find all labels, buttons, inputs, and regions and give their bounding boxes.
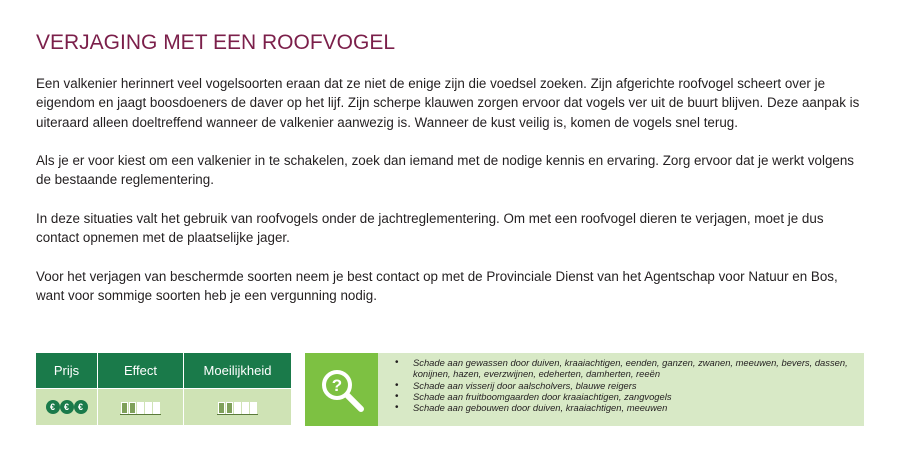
price-coins xyxy=(47,401,87,413)
difficulty-bar xyxy=(218,402,225,414)
svg-text:?: ? xyxy=(331,375,342,395)
effect-bar xyxy=(153,402,160,414)
info-box xyxy=(305,353,864,426)
effect-bar xyxy=(121,402,128,414)
list-item: • Schade aan gebouwen door duiven, kraaiachtigen, meeuwen xyxy=(413,402,873,413)
effect-bar xyxy=(137,402,144,414)
paragraph: Een valkenier herinnert veel vogelsoorten eraan dat ze niet de enige zijn die voedsel zoeken. Zijn afgerichte roofvogel scheert over je eigendom en jaagt boosdoeners de daver op het lijf. Zijn scherpe klauwen zorgen ervoor dat vogels ver uit de buurt blijven. Deze aanpak is uiteraard alleen doeltreffend wanneer de valkenier aanwezig is. Wanneer de kust veilig is, komen de vogels snel terug. xyxy=(36,76,860,130)
paragraph: Als je er voor kiest om een valkenier in te schakelen, zoek dan iemand met de nodige kennis en ervaring. Zorg ervoor dat je werkt volgens de bestaande reglementering. xyxy=(36,153,855,188)
effect-bar xyxy=(145,402,152,414)
effect-bars xyxy=(120,400,161,415)
body-text xyxy=(36,74,866,325)
difficulty-bar xyxy=(226,402,233,414)
difficulty-bar xyxy=(234,402,241,414)
rating-table xyxy=(36,353,291,425)
effect-rating xyxy=(98,389,184,425)
list-item: • Schade aan fruitboomgaarden door kraaiachtigen, zangvogels xyxy=(413,391,873,402)
effect-bar xyxy=(129,402,136,414)
rating-header-price: Prijs xyxy=(36,353,98,389)
difficulty-bar xyxy=(250,402,257,414)
list-item: • Schade aan gewassen door duiven, kraaiachtigen, eenden, ganzen, zwanen, meeuwen, bevers, dassen, konijnen, hazen, everzwijnen, edeherten, damherten, reeën xyxy=(413,357,873,380)
info-icon-box xyxy=(305,353,378,426)
difficulty-rating xyxy=(184,389,291,425)
euro-coin-icon: € xyxy=(61,401,73,413)
info-list xyxy=(395,357,873,413)
price-rating xyxy=(36,389,98,425)
euro-coin-icon: € xyxy=(75,401,87,413)
search-question-icon xyxy=(316,364,368,416)
paragraph: Voor het verjagen van beschermde soorten neem je best contact op met de Provinciale Dienst van het Agentschap voor Natuur en Bos, want voor sommige soorten heb je een vergunning nodig. xyxy=(36,268,838,304)
paragraph: In deze situaties valt het gebruik van roofvogels onder de jachtreglementering. Om met een roofvogel dieren te verjagen, moet je dus contact opnemen met de plaatselijke jager. xyxy=(36,211,824,246)
rating-header-effect: Effect xyxy=(98,353,184,389)
difficulty-bar xyxy=(242,402,249,414)
euro-coin-icon: € xyxy=(47,401,59,413)
rating-header-difficulty: Moeilijkheid xyxy=(184,353,291,389)
difficulty-bars xyxy=(217,400,258,415)
list-item: • Schade aan visserij door aalscholvers, blauwe reigers xyxy=(413,380,873,391)
page-title: VERJAGING MET EEN ROOFVOGEL xyxy=(36,31,396,54)
